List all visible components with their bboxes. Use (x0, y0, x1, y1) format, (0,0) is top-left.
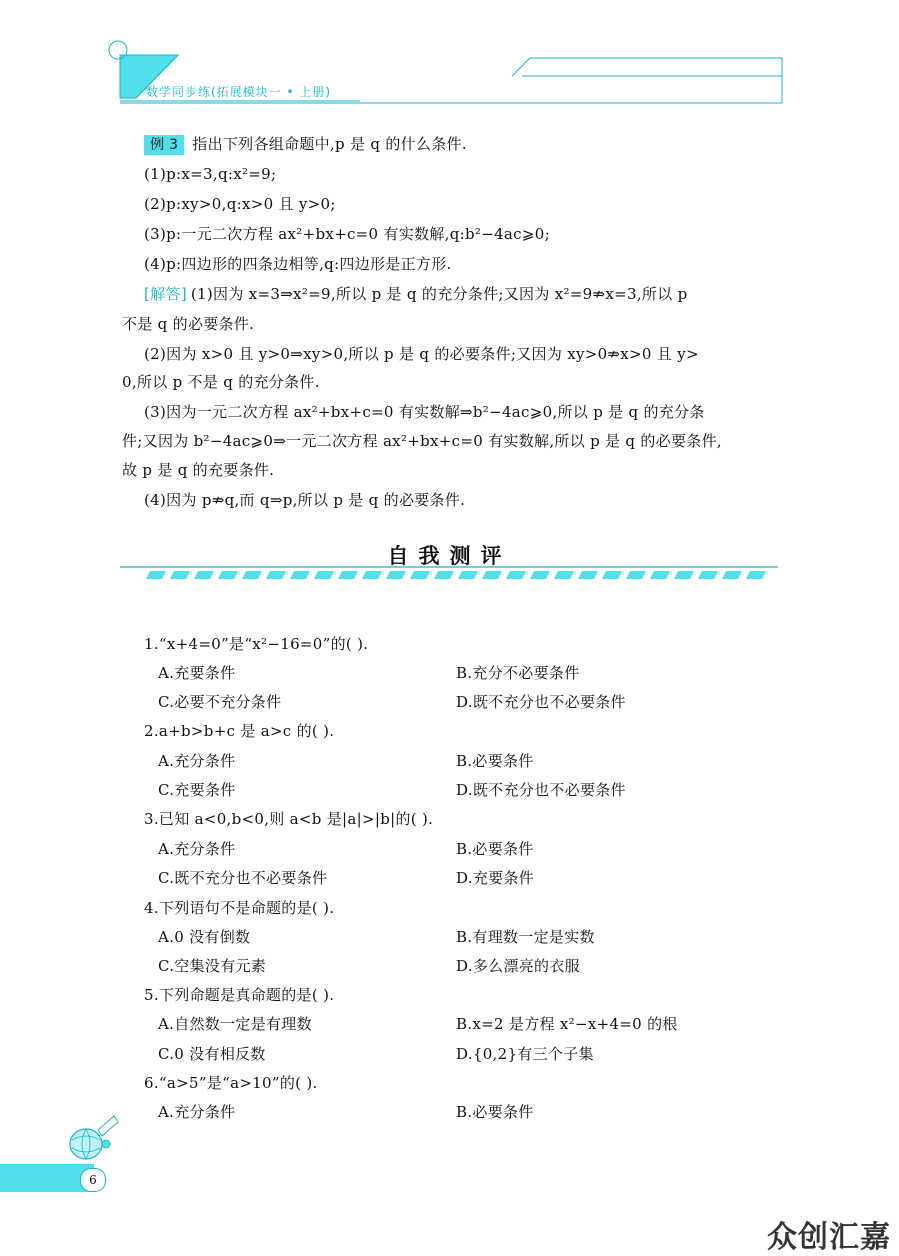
question-2-stem: 2.a+b>b+c 是 a>c 的( ). (144, 722, 335, 740)
solution-line-7: 故 p 是 q 的充要条件. (122, 461, 275, 479)
question-5-option-b: B.x=2 是方程 x²−x+4=0 的根 (456, 1015, 678, 1033)
divider-dash (362, 571, 382, 579)
divider-dash (434, 571, 454, 579)
divider-dash (698, 571, 718, 579)
watermark-logo: 众创汇嘉 (767, 1220, 891, 1255)
section-title: 自我测评 (387, 544, 512, 568)
divider-dash (338, 571, 358, 579)
divider-dash (674, 571, 694, 579)
question-4-option-d: D.多么漂亮的衣服 (456, 957, 580, 975)
question-1-option-d: D.既不充分也不必要条件 (456, 693, 626, 711)
divider-dash (530, 571, 550, 579)
divider-dash (458, 571, 478, 579)
solution-line-3: (2)因为 x>0 且 y>0⇒xy>0,所以 p 是 q 的必要条件;又因为 xy>0⇏x>0 且 y> (144, 345, 699, 363)
example-item-1: (1)p:x=3,q:x²=9; (144, 165, 277, 183)
question-4-option-a: A.0 没有倒数 (158, 928, 251, 946)
question-3-option-a: A.充分条件 (158, 840, 236, 858)
divider-dash (506, 571, 526, 579)
example-tag: 例 3 (144, 135, 184, 155)
question-5-stem: 5.下列命题是真命题的是( ). (144, 986, 335, 1004)
question-2-option-a: A.充分条件 (158, 752, 236, 770)
solution-line-4: 0,所以 p 不是 q 的充分条件. (122, 373, 320, 391)
solution-line-5: (3)因为一元二次方程 ax²+bx+c=0 有实数解⇒b²−4ac⩾0,所以 p 是 q 的充分条 (144, 403, 705, 421)
question-5-option-d: D.{0,2}有三个子集 (456, 1045, 594, 1063)
section-divider (0, 560, 899, 590)
solution-line-2: 不是 q 的必要条件. (122, 315, 255, 333)
question-3-option-b: B.必要条件 (456, 840, 534, 858)
divider-dash (386, 571, 406, 579)
divider-dash (578, 571, 598, 579)
question-2-option-b: B.必要条件 (456, 752, 534, 770)
divider-dash (290, 571, 310, 579)
divider-dash (242, 571, 262, 579)
example-item-2: (2)p:xy>0,q:x>0 且 y>0; (144, 195, 336, 213)
divider-dash (266, 571, 286, 579)
divider-dash (626, 571, 646, 579)
example-item-4: (4)p:四边形的四条边相等,q:四边形是正方形. (144, 255, 452, 273)
question-3-option-d: D.充要条件 (456, 869, 535, 887)
question-2-option-d: D.既不充分也不必要条件 (456, 781, 626, 799)
question-6-option-a: A.充分条件 (158, 1103, 236, 1121)
page-number: 6 (80, 1168, 106, 1192)
divider-dash (746, 571, 766, 579)
question-4-option-b: B.有理数一定是实数 (456, 928, 595, 946)
question-1-option-c: C.必要不充分条件 (158, 693, 282, 711)
divider-dash (194, 571, 214, 579)
question-5-option-c: C.0 没有相反数 (158, 1045, 266, 1063)
solution-tag: [解答] (144, 285, 187, 303)
question-4-option-c: C.空集没有元素 (158, 957, 267, 975)
divider-dash (554, 571, 574, 579)
globe-mascot-icon (58, 1110, 128, 1170)
solution-line-8: (4)因为 p⇏q,而 q⇒p,所以 p 是 q 的必要条件. (144, 491, 466, 509)
divider-dash (482, 571, 502, 579)
divider-dash (722, 571, 742, 579)
header-title: 数学同步练(拓展模块一 • 上册) (146, 85, 332, 99)
question-1-option-b: B.充分不必要条件 (456, 664, 580, 682)
question-3-option-c: C.既不充分也不必要条件 (158, 869, 328, 887)
divider-dash (410, 571, 430, 579)
question-3-stem: 3.已知 a<0,b<0,则 a<b 是|a|>|b|的( ). (144, 810, 434, 828)
example-item-3: (3)p:一元二次方程 ax²+bx+c=0 有实数解,q:b²−4ac⩾0; (144, 225, 550, 243)
divider-dash (170, 571, 190, 579)
question-1-option-a: A.充要条件 (158, 664, 236, 682)
header-decoration (0, 0, 899, 120)
divider-dash (602, 571, 622, 579)
question-5-option-a: A.自然数一定是有理数 (158, 1015, 312, 1033)
divider-dash (650, 571, 670, 579)
example-stem-line (144, 134, 467, 155)
question-4-stem: 4.下列语句不是命题的是( ). (144, 899, 335, 917)
example-stem: 指出下列各组命题中,p 是 q 的什么条件. (192, 135, 467, 153)
question-2-option-c: C.充要条件 (158, 781, 236, 799)
solution-line-1: [解答] (1)因为 x=3⇒x²=9,所以 p 是 q 的充分条件;又因为 x²=9⇏x=3,所以 p (144, 285, 688, 303)
divider-dash (146, 571, 166, 579)
divider-dash (314, 571, 334, 579)
question-1-stem: 1.“x+4=0”是“x²−16=0”的( ). (144, 635, 369, 653)
question-6-stem: 6.“a>5”是“a>10”的( ). (144, 1074, 318, 1092)
divider-dash (218, 571, 238, 579)
solution-line-6: 件;又因为 b²−4ac⩾0⇒一元二次方程 ax²+bx+c=0 有实数解,所以 p 是 q 的必要条件, (122, 432, 722, 450)
question-6-option-b: B.必要条件 (456, 1103, 534, 1121)
